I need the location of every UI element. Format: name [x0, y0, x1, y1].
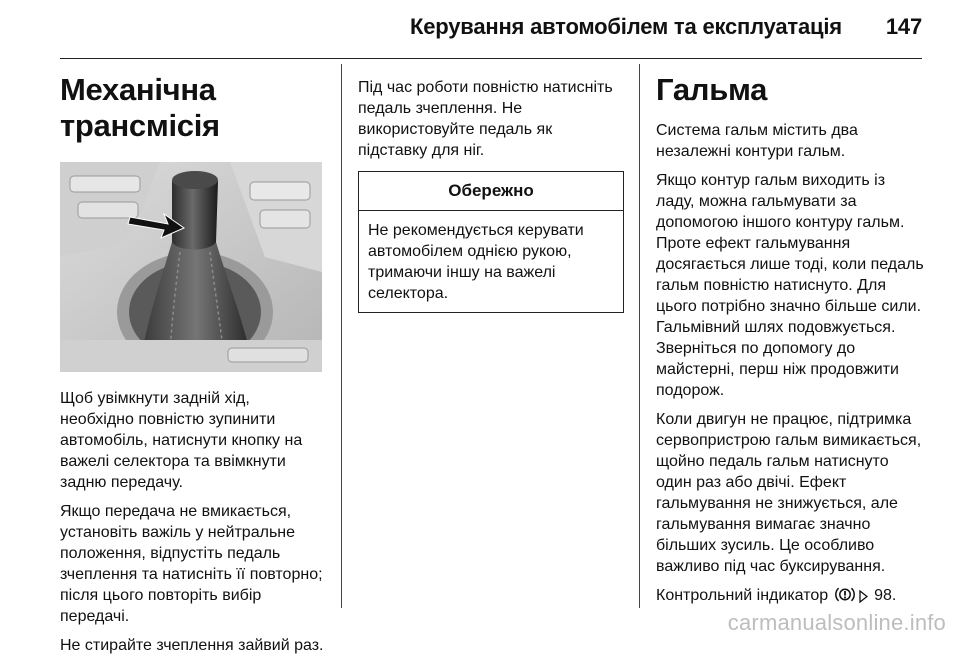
paragraph-clutch-pedal: Під час роботи повністю натисніть педаль зчеплення. Не використовуйте педаль як підставку для ніг. [358, 79, 613, 159]
header-title: Керування автомобілем та експлуатація [410, 14, 842, 39]
section-heading-brakes: Гальма [656, 72, 768, 107]
caution-text: Не рекомендується керувати автомобілем однією рукою, тримаючи іншу на важелі селектора. [368, 222, 584, 302]
paragraph-clutch-wear: Не стирайте зчеплення зайвий раз. [60, 637, 324, 654]
paragraph-brake-circuits: Система гальм містить два незалежні контури гальм. [656, 122, 858, 160]
column-divider-left [341, 64, 342, 608]
header-divider [60, 58, 922, 59]
paragraph-circuit-failure: Якщо контур гальм виходить із ладу, можна гальмувати за допомогою іншого контуру гальм. Проте ефект гальмування досягається лише тоді, коли педаль гальм повністю натиснуто. Для цього потрібно значно більше сили. Гальмівний шлях подовжується. Зверніться по допомогу до майстерні, перш ніж продовжити подорож. [656, 172, 924, 399]
gear-shift-photo [60, 162, 322, 372]
page-reference-icon [859, 588, 868, 609]
paragraph-gear-not-engaging: Якщо передача не вмикається, установіть важіль у нейтральне положення, відпустіть педаль зчеплення та натисніть її повторно; після цього повторіть вибір передачі. [60, 503, 323, 625]
section-heading-transmission: Механічна трансмісія [60, 72, 220, 143]
paragraph-reverse-gear: Щоб увімкнути задній хід, необхідно повністю зупинити автомобіль, натиснути кнопку на важелі селектора та ввімкнути задню передачу. [60, 390, 303, 491]
column-divider-right [639, 64, 640, 608]
caution-title: Обережно [359, 172, 623, 211]
right-column [656, 72, 926, 617]
indicator-page-ref: 98. [874, 587, 897, 604]
page-number: 147 [885, 14, 922, 39]
brake-warning-icon [835, 586, 855, 609]
left-column [60, 72, 328, 664]
caution-box [358, 171, 624, 313]
page-header [60, 14, 922, 44]
watermark: carmanualsonline.info [727, 610, 946, 635]
indicator-reference [656, 585, 926, 609]
indicator-label: Контрольний індикатор [656, 587, 829, 604]
middle-column [358, 77, 624, 313]
paragraph-servo-assist: Коли двигун не працює, підтримка сервопристрою гальм вимикається, щойно педаль гальм натиснуто один раз або двічі. Ефект гальмування не знижується, але гальмування вимагає значно більших зусиль. Це особливо важливо під час буксирування. [656, 411, 922, 575]
gear-shift-illustration [60, 162, 322, 372]
